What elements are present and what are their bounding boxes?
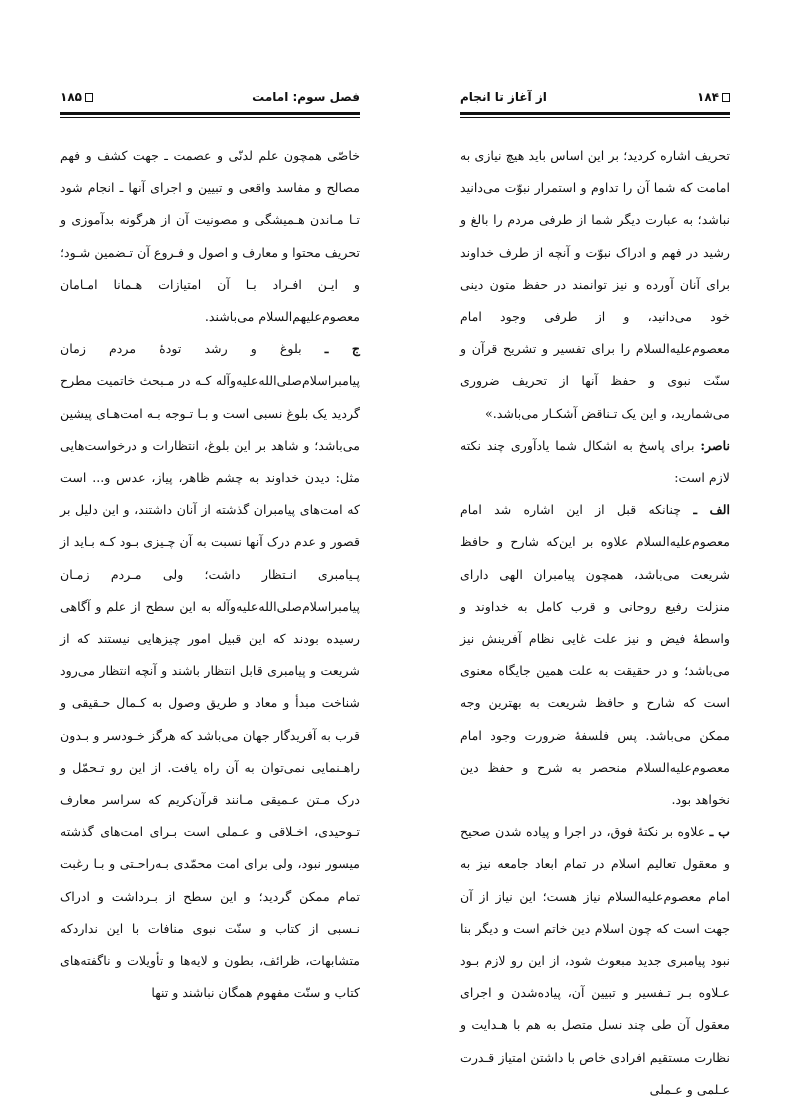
paragraph-text: چنانکه قبل از این اشاره شد امام معصوم‌علیه‌السلام علاوه بر این‌که شارح و حافظ شریعت می‌باشد، همچون پیامبران الهی دارای منزلت رفیع روحانی و قرب کامل به خداوند و واسطهٔ فیض و نیز علت غایی نظام آفرینش نیز می‌باشد؛ و در حقیقت به علت همین جایگاه معنوی است که شارح و حافظ شریعت به بهترین وجه ممکن می‌باشد. پس فلسفهٔ ضرورت وجود امام معصوم‌علیه‌السلام منحصر به شرح و حفظ دین نخواهد بود.	[460, 502, 730, 808]
left-header-rule	[60, 112, 360, 115]
paragraph	[460, 494, 730, 816]
right-header-rule	[460, 112, 730, 115]
paragraph-label: ب ـ	[709, 824, 730, 840]
paragraph-text: تحریف اشاره کردید؛ بر این اساس باید هیچ نیازی به امامت که شما آن را تداوم و استمرار نبوّت می‌دانید نباشد؛ به عبارت دیگر شما از طرفی مردم را بالغ و رشید در فهم و ادراک نبوّت و آنچه از طرف خداوند برای آنان آورده و نیز توانمند در حفظ متون دینی خود می‌دانید، و از طرفی وجود امام معصوم‌علیه‌السلام را برای تفسیر و تشریح قرآن و سنّت نبوی و حفظ آنها از تحریف ضروری می‌شمارید، و این یک تـناقض آشکـار می‌باشد.»	[460, 148, 730, 421]
page-box-icon	[85, 93, 93, 102]
right-body-text	[460, 140, 730, 1106]
left-chapter-title: فصل سوم: امامت	[252, 90, 360, 104]
paragraph	[460, 140, 730, 430]
right-page-number-group	[697, 90, 730, 104]
right-page	[400, 0, 800, 1100]
left-page-number: ۱۸۵	[60, 90, 82, 104]
right-chapter-title: از آغاز تا انجام	[460, 90, 547, 104]
paragraph-text: برای پاسخ به اشکال شما یادآوری چند نکته لازم است:	[460, 437, 730, 486]
right-page-number: ۱۸۴	[697, 90, 719, 104]
paragraph-text: بلوغ و رشد تودهٔ مردم زمان پیامبراسلام‌صلی‌الله‌علیه‌وآله کـه در مـبحث خاتمیت مطرح گردید یک بلوغ نسبی است و بـا تـوجه بـه امت‌هـای پیشین می‌باشد؛ و شاهد بر این بلوغ، انتظارات و درخواست‌هایی مثل: دیدن خداوند به چشم ظاهر، پیاز، عدس و... است که امت‌های پیامبران گذشته از آنان داشتند، و این دلیل بر قصور و عدم درک آنها نسبت به آن چـیزی بـود کـه بـاید از پـیامبری انـتظار داشت؛ ولی مـردم زمـان پیامبراسلام‌صلی‌الله‌علیه‌وآله به این سطح از علم و آگاهی رسیده بودند که این قبیل امور چیزهایی نیستند که از شریعت و پیامبری قابل انتظار باشند و آنچه انتظار می‌رود شناخت مبدأ و معاد و طریق وصول به کـمال حـقیقی و قرب به آفریدگار جهان می‌باشد که هرگز خـودسر و بـدون راهـنمایی نمی‌توان به آن راه یافت. از این رو تـحمّل و درک مـتن عـمیقی مـانند قرآن‌کریم که سراسر معارف تـوحیدی، اخـلاقی و عـملی است بـرای امت‌های گذشته میسور نبود، ولی برای امت محمّدی بـه‌راحـتی و بـا رغبت تمام ممکن گردید؛ و این سطح از بـرداشت و ادراک نـسبی از کتاب و سنّت نبوی منافات با این نداردکه متشابهات، ظرائف، بطون و لایه‌ها و تأویلات و ناگفته‌های کتاب و سنّت مفهوم همگان نباشند و تنها	[60, 341, 360, 1001]
page-box-icon	[722, 93, 730, 102]
left-page	[0, 0, 400, 1100]
left-page-number-group	[60, 90, 93, 104]
left-page-header	[60, 86, 360, 108]
paragraph-text: خاصّی همچون علم لدنّی و عصمت ـ جهت کشف و فهم مصالح و مفاسد واقعی و تبیین و اجرای آنها ـ انجام شود تـا مـاندن هـمیشگی و مصونیت آن از هرگونه بدآموزی و تحریف محتوا و معارف و اصول و فـروع آن تـضمین شـود؛ و ایـن افـراد بـا آن امتیازات هـمانا امـامان معصوم‌علیهم‌السلام می‌باشند.	[60, 148, 360, 325]
left-body-text	[60, 140, 360, 1009]
paragraph	[460, 430, 730, 494]
paragraph-label: ج ـ	[324, 341, 360, 357]
paragraph-label: الف ـ	[693, 502, 730, 518]
paragraph-label: ناصر:	[700, 437, 730, 453]
paragraph	[60, 333, 360, 1009]
right-page-header	[460, 86, 730, 108]
paragraph	[60, 140, 360, 333]
paragraph-text: علاوه بر نکتهٔ فوق، در اجرا و پیاده شدن صحیح و معقول تعالیم اسلام در تمام ابعاد جامعه نیز به امام معصوم‌علیه‌السلام نیاز هست؛ این نیاز از آن جهت است که چون اسلام دین خاتم است و دیگر بنا نبود پیامبری جدید مبعوث شود، از این رو لازم بـود عـلاوه بـر تـفسیر و تبیین آن، پیاده‌شدن و اجرای معقول آن طی چند نسل متصل به هم با هـدایت و نظارت مستقیم افرادی خاص با داشتن امتیاز قـدرت عـلمی و عـملی	[460, 824, 730, 1097]
paragraph	[460, 816, 730, 1106]
